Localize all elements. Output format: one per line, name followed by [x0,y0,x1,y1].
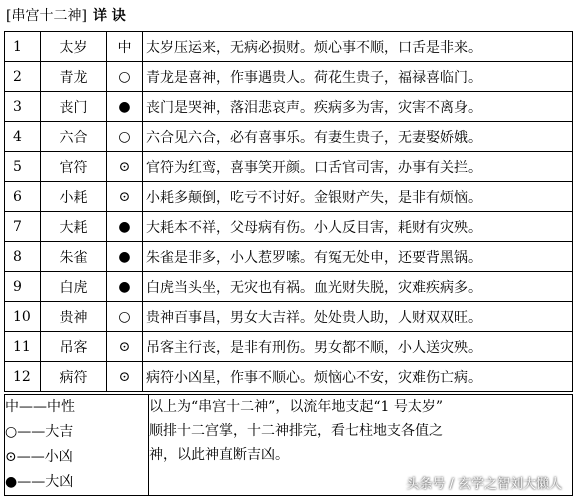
symbol: ⊙ [107,152,143,182]
symbol: ● [107,242,143,272]
spirit-name: 吊客 [41,332,107,362]
table-row [5,242,573,272]
description: 小耗多颠倒，吃亏不讨好。金银财产失，是非有烦恼。 [143,182,573,212]
description: 大耗本不祥，父母病有伤。小人反目害，耗财有灾殃。 [143,212,573,242]
legend-item: ○——大吉 [5,424,74,440]
legend-item: 中——中性 [5,399,75,415]
table-row [5,302,573,332]
notes-line: 顺排十二宫掌，十二神排完，看七柱地支各值之 [149,423,443,439]
symbol: ● [107,212,143,242]
row-number: 3 [5,92,41,122]
symbol: ⊙ [107,182,143,212]
spirit-name: 太岁 [41,32,107,62]
description: 吊客主行丧，是非有刑伤。男女都不顺，小人送灾殃。 [143,332,573,362]
description: 丧门是哭神，落泪悲哀声。疾病多为害，灾害不离身。 [143,92,573,122]
row-number: 4 [5,122,41,152]
table-row [5,362,573,392]
symbol: ○ [107,62,143,92]
table-row [5,332,573,362]
page-header [6,3,126,29]
legend-item: ⊙——小凶 [5,449,73,465]
symbol: ⊙ [107,332,143,362]
row-number: 7 [5,212,41,242]
row-number: 1 [5,32,41,62]
symbol: 中 [107,32,143,62]
spirits-table [4,31,573,392]
symbol: ○ [107,302,143,332]
row-number: 8 [5,242,41,272]
spirit-name: 病符 [41,362,107,392]
table-row [5,272,573,302]
description: 病符小凶星，作事不顺心。烦恼心不安，灾难伤亡病。 [143,362,573,392]
spirits-table-body [5,32,573,392]
table-row [5,62,573,92]
table-row [5,152,573,182]
table-row [5,182,573,212]
spirit-name: 小耗 [41,182,107,212]
row-number: 10 [5,302,41,332]
row-number: 5 [5,152,41,182]
spirit-name: 丧门 [41,92,107,122]
description: 青龙是喜神，作事遇贵人。荷花生贵子，福禄喜临门。 [143,62,573,92]
row-number: 2 [5,62,41,92]
spirit-name: 六合 [41,122,107,152]
table-row [5,92,573,122]
table-row [5,212,573,242]
table-row [5,32,573,62]
row-number: 6 [5,182,41,212]
header-title: 详 诀 [92,8,126,24]
row-number: 12 [5,362,41,392]
spirit-name: 青龙 [41,62,107,92]
spirit-name: 大耗 [41,212,107,242]
notes-line: 以上为“串宫十二神”，以流年地支起“1 号太岁” [149,399,443,415]
spirit-name: 朱雀 [41,242,107,272]
notes-line: 神，以此神直断吉凶。 [149,447,289,463]
row-number: 9 [5,272,41,302]
description: 太岁压运来，无病必损财。烦心事不顺，口舌是非来。 [143,32,573,62]
description: 贵神百事昌，男女大吉祥。处处贵人助，人财双双旺。 [143,302,573,332]
header-bracket: [串宫十二神] [6,8,87,24]
description: 白虎当头坐，无灾也有祸。血光财失脱，灾难疾病多。 [143,272,573,302]
legend [5,395,149,496]
row-number: 11 [5,332,41,362]
description: 官符为红鸾，喜事笑开颜。口舌官司害，办事有关拦。 [143,152,573,182]
symbol: ⊙ [107,362,143,392]
legend-item: ●——大凶 [5,474,74,490]
symbol: ○ [107,122,143,152]
spirit-name: 贵神 [41,302,107,332]
spirit-name: 白虎 [41,272,107,302]
watermark: 头条号 / 玄学之智刘大懒人 [406,477,562,492]
symbol: ● [107,272,143,302]
description: 朱雀是非多，小人惹罗嗦。有冤无处申，还要背黑锅。 [143,242,573,272]
table-row [5,122,573,152]
description: 六合见六合，必有喜事乐。有妻生贵子，无妻娶娇娥。 [143,122,573,152]
symbol: ● [107,92,143,122]
spirit-name: 官符 [41,152,107,182]
